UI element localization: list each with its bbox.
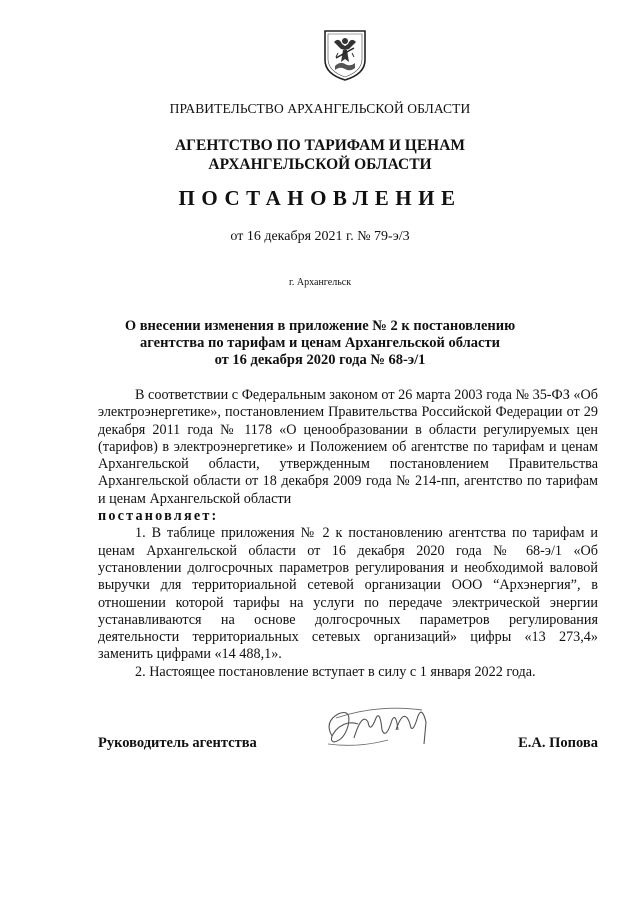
subject-line1: О внесении изменения в приложение № 2 к постановлению <box>124 318 516 334</box>
item-2-paragraph: 2. Настоящее постановление вступает в силу с 1 января 2022 года. <box>135 663 536 680</box>
document-subject <box>0 318 640 369</box>
handwritten-signature-icon <box>318 700 438 758</box>
signatory-name: Е.А. Попова <box>518 735 598 751</box>
subject-line3: от 16 декабря 2020 года № 68-э/1 <box>214 352 426 368</box>
agency-title-line2: АРХАНГЕЛЬСКОЙ ОБЛАСТИ <box>208 156 432 173</box>
preamble-paragraph: В соответствии с Федеральным законом от 26 марта 2003 года № 35-ФЗ «Об электроэнергетике», постановлением Правительства Российской Федерации от 29 декабря 2011 года № 1178 «О ценообразовании в области регулируемых цен (тарифов) в электроэнергетике» и Положением об агентстве по тарифам и ценам Архангельской области, утвержденным постановлением Правительства Архангельской области от 18 декабря 2009 года № 214-пп, агентство по тарифам и ценам Архангельской области <box>98 387 598 507</box>
signatory-title: Руководитель агентства <box>98 735 257 751</box>
document-date-number: от 16 декабря 2021 г. № 79-э/3 <box>230 229 410 244</box>
document-body <box>98 387 598 681</box>
agency-title <box>0 136 640 174</box>
subject-line2: агентства по тарифам и ценам Архангельской области <box>140 335 500 351</box>
document-type: ПОСТАНОВЛЕНИЕ <box>178 186 462 210</box>
coat-of-arms-icon <box>322 28 368 82</box>
item-1-paragraph: 1. В таблице приложения № 2 к постановлению агентства по тарифам и ценам Архангельской области от 16 декабря 2020 года № 68-э/1 «Об установлении долгосрочных параметров регулирования и необходимой валовой выручки для территориальной сетевой организации ООО “Архэнергия”, в отношении которой тарифы на услуги по передаче электрической энергии устанавливаются на основе долгосрочных параметров регулирования деятельности территориальных сетевых организаций» цифры «13 273,4» заменить цифрами «14 488,1». <box>98 525 598 663</box>
decides-word: постановляет: <box>98 508 219 525</box>
government-title: ПРАВИТЕЛЬСТВО АРХАНГЕЛЬСКОЙ ОБЛАСТИ <box>169 101 471 116</box>
city: г. Архангельск <box>288 277 352 288</box>
agency-title-line1: АГЕНТСТВО ПО ТАРИФАМ И ЦЕНАМ <box>174 137 466 154</box>
